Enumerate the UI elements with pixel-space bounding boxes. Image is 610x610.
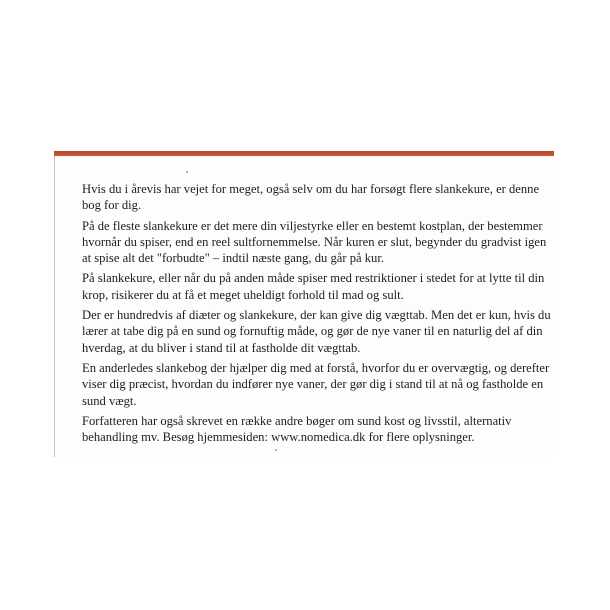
red-top-stripe <box>54 151 554 156</box>
blurb-text <box>82 181 552 449</box>
paragraph-1: Hvis du i årevis har vejet for meget, også selv om du har forsøgt flere slankekure, er denne bog for dig. <box>82 182 540 213</box>
paragraph-3: På slankekure, eller når du på anden måde spiser med restriktioner i stedet for at lytte til din krop, risikerer du at få et meget uheldigt forhold til mad og sult. <box>82 271 545 302</box>
dust-speck <box>275 449 277 451</box>
book-back-cover-scan <box>54 151 554 457</box>
paragraph-4: Der er hundredvis af diæter og slankekure, der kan give dig vægttab. Men det er kun, hvis du lærer at tabe dig på en sund og fornuftig måde, og gør de nye vaner til en naturlig del af din hverdag, at du bliver i stand til at fastholde dit vægttab. <box>82 308 551 355</box>
paragraph-5: En anderledes slankebog der hjælper dig med at forstå, hvorfor du er overvægtig, og derefter viser dig præcist, hvordan du indfører nye vaner, der gør dig i stand til at nå og fastholde en sund vægt. <box>82 360 550 408</box>
paragraph-6: Forfatteren har også skrevet en række andre bøger om sund kost og livsstil, alternativ behandling mv. Besøg hjemmesiden: www.nomedica.dk for flere oplysninger. <box>82 413 512 445</box>
paragraph-2: På de fleste slankekure er det mere din viljestyrke eller en bestemt kostplan, der bestemmer hvornår du spiser, end en reel sultfornemmelse. Når kuren er slut, begynder du gradvist igen at spise alt det "forbudte" – indtil næste gang, du går på kur. <box>82 218 547 266</box>
paper-edge <box>54 156 55 457</box>
dust-speck <box>186 171 188 173</box>
